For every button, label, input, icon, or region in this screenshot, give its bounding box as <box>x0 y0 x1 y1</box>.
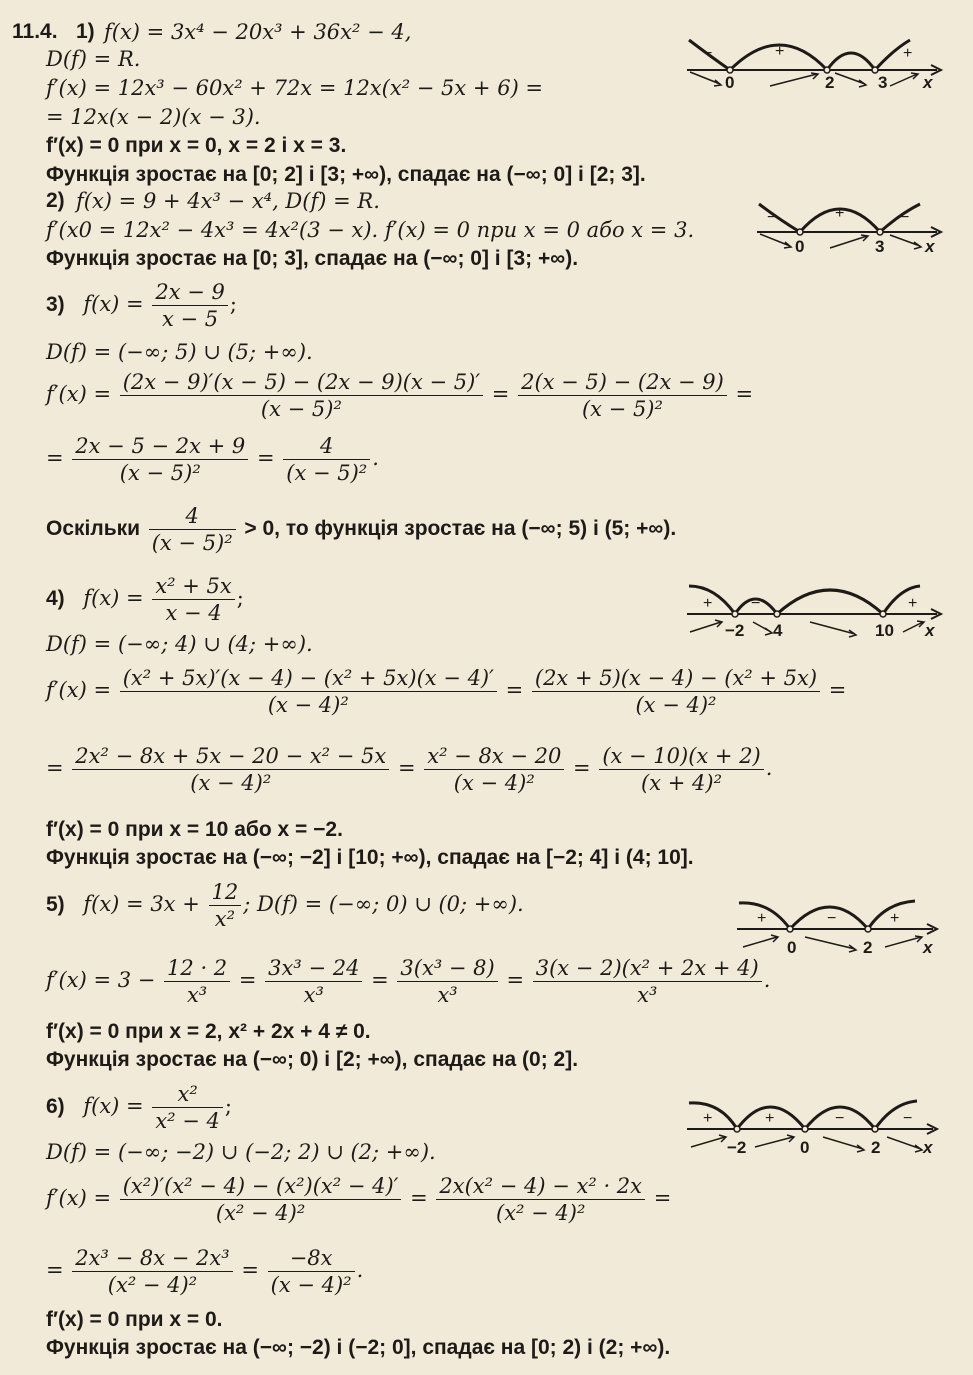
p6-sign-3: − <box>903 1110 913 1127</box>
p5-axis-label: x <box>923 938 933 957</box>
p6-domain: D(f) = (−∞; −2) ∪ (−2; 2) ∪ (2; +∞). <box>46 1140 436 1164</box>
p5-point-0: 0 <box>787 938 797 957</box>
p6-zeros: f′(x) = 0 при x = 0. <box>46 1308 223 1331</box>
p2-axis-label: x <box>925 237 935 256</box>
p6-fraction: $\frac{\text{x²}}{\text{x² − 4}}$ <box>152 1082 223 1133</box>
p1-domain: D(f) = R. <box>46 47 141 71</box>
p2-function: f(x) = 9 + 4x³ − x⁴, D(f) = R. <box>76 189 380 213</box>
p5-sign-1: − <box>827 910 837 927</box>
p6-point-0: −2 <box>727 1138 747 1157</box>
p4-domain: D(f) = (−∞; 4) ∪ (4; +∞). <box>46 632 313 656</box>
p5-conclusion: Функція зростає на (−∞; 0) і [2; +∞), спадає на (0; 2]. <box>46 1048 579 1071</box>
p6-sign-2: − <box>835 1110 845 1127</box>
p6-function-line: 6) f(x) = $\frac{\text{x²}}{\text{x² − 4}}$ ; <box>46 1082 232 1133</box>
part-6-number: 6) <box>46 1095 65 1118</box>
p1-axis-label: x <box>923 73 933 92</box>
p1-zeros: f′(x) = 0 при x = 0, x = 2 і x = 3. <box>46 134 347 157</box>
p4-sign-1: − <box>751 595 761 612</box>
p5-sign-0: + <box>757 910 767 927</box>
p3-domain: D(f) = (−∞; 5) ∪ (5; +∞). <box>46 340 313 364</box>
p2-point-1: 3 <box>875 237 885 256</box>
p4-zeros: f′(x) = 0 при x = 10 або x = −2. <box>46 818 343 841</box>
p1-derivative: f′(x) = 12x³ − 60x² + 72x = 12x(x² − 5x + 6) = <box>46 76 544 100</box>
p6-derivative-2: = $\frac{\text{2x³ − 8x − 2x³}}{\text{(x² − 4)²}}$ = $\frac{-8x}{\text{(x − 4)²}}$ . <box>46 1246 364 1297</box>
part-4-number: 4) <box>46 587 65 610</box>
p3-derivative-2: = $\frac{2x - 5 - 2x + 9}{\text{(x − 5)²}}$ = $\frac{4}{\text{(x − 5)²}}$ . <box>46 434 379 485</box>
problem-number: 11.4. <box>12 20 58 43</box>
p1-sign-1: + <box>775 43 785 60</box>
p3-function-line: 3) f(x) = $\frac{2x - 9}{x - 5}$ ; <box>46 280 237 331</box>
p2-sign-0: − <box>767 209 777 226</box>
p4-point-1: 4 <box>773 621 783 640</box>
p1-point-0: 0 <box>725 73 735 92</box>
p1-sign-2: − <box>847 45 857 62</box>
p4-sign-2: + <box>908 595 918 612</box>
p3-derivative-1: f′(x) = $\frac{(2x - 9)'(x - 5) - (2x - 9)(x - 5)'}{\text{(x − 5)²}}$ = $\frac{2(x - 5) - (2x - 9)}{\text{(x − 5)²}}$ = <box>46 370 754 421</box>
p6-point-2: 2 <box>871 1138 881 1157</box>
p4-derivative-1: f′(x) = $\frac{\text{(x² + 5x)′(x − 4) − (x² + 5x)(x − 4)′}}{\text{(x − 4)²}}$ = $\frac{\text{(2x + 5)(x − 4) − (x² + 5x)}}{\text{(x − 4)²}}$ = <box>46 666 847 717</box>
p5-fraction: $\frac{12}{\text{x²}}$ <box>209 880 242 931</box>
p5-zeros: f′(x) = 0 при x = 2, x² + 2x + 4 ≠ 0. <box>46 1020 371 1043</box>
p2-sign-1: + <box>835 205 845 222</box>
p4-axis-label: x <box>925 621 935 640</box>
p5-function-line: 5) f(x) = 3x + $\frac{12}{\text{x²}}$ ; D(f) = (−∞; 0) ∪ (0; +∞). <box>46 880 524 931</box>
p4-fraction: $\frac{\text{x² + 5x}}{x - 4}$ <box>152 574 234 625</box>
p1-point-1: 2 <box>825 73 835 92</box>
part-5-number: 5) <box>46 893 65 916</box>
p1-sign-3: + <box>903 45 913 62</box>
p1-factored: = 12x(x − 2)(x − 3). <box>46 105 261 129</box>
p6-derivative-1: f′(x) = $\frac{\text{(x²)′(x² − 4) − (x²)(x² − 4)′}}{\text{(x² − 4)²}}$ = $\frac{\text{2x(x² − 4) − x² · 2x}}{\text{(x² − 4)²}}$ = <box>46 1174 672 1225</box>
p2-point-0: 0 <box>795 237 805 256</box>
p3-conclusion: Оскільки $\frac{4}{\text{(x − 5)²}}$ > 0, то функція зростає на (−∞; 5) і (5; +∞). <box>46 504 677 555</box>
p2-sign-2: − <box>900 209 910 226</box>
part-2-number: 2) <box>46 189 65 212</box>
p4-conclusion: Функція зростає на (−∞; −2] і [10; +∞), спадає на [−2; 4] і (4; 10]. <box>46 846 694 869</box>
p4-function-line: 4) f(x) = $\frac{\text{x² + 5x}}{x - 4}$ ; <box>46 574 244 625</box>
p1-conclusion: Функція зростає на [0; 2] і [3; +∞), спадає на (−∞; 0] і [2; 3]. <box>46 163 646 186</box>
p1-function: f(x) = 3x⁴ − 20x³ + 36x² − 4, <box>104 20 412 44</box>
p6-sign-1: + <box>765 1110 775 1127</box>
p3-fraction: $\frac{2x - 9}{x - 5}$ <box>152 280 228 331</box>
p6-axis-label: x <box>923 1138 933 1157</box>
p5-point-1: 2 <box>863 938 873 957</box>
p4-point-0: −2 <box>725 621 745 640</box>
p1-point-2: 3 <box>878 73 888 92</box>
p1-sign-diagram <box>685 28 955 98</box>
p4-point-2: 10 <box>875 621 894 640</box>
part-1-number: 1) <box>76 20 95 43</box>
p6-point-1: 0 <box>800 1138 810 1157</box>
p2-conclusion: Функція зростає на [0; 3], спадає на (−∞; 0] і [3; +∞). <box>46 247 579 270</box>
p6-sign-0: + <box>703 1110 713 1127</box>
p3-f-label: f(x) = <box>83 292 144 316</box>
p5-sign-2: + <box>890 910 900 927</box>
p4-sign-diagram <box>685 580 955 650</box>
p6-conclusion: Функція зростає на (−∞; −2) і (−2; 0], спадає на [0; 2) і (2; +∞). <box>46 1336 671 1359</box>
p6-sign-diagram <box>685 1095 955 1165</box>
p4-derivative-2: = $\frac{\text{2x² − 8x + 5x − 20 − x² − 5x}}{\text{(x − 4)²}}$ = $\frac{\text{x² − 8x − 20}}{\text{(x − 4)²}}$ = $\frac{(x - 10)(x + 2)}{\text{(x + 4)²}}$ . <box>46 744 773 795</box>
part-3-number: 3) <box>46 293 65 316</box>
p4-sign-0: + <box>703 595 713 612</box>
p5-sign-diagram <box>735 895 955 965</box>
p2-sign-diagram <box>755 190 955 260</box>
p5-derivative: f′(x) = 3 − $\frac{12 \cdot 2}{\text{x³}}$ = $\frac{\text{3x³ − 24}}{\text{x³}}$ = $\frac{\text{3(x³ − 8)}}{\text{x³}}$ = $\frac{\text{3(x − 2)(x² + 2x + 4)}}{\text{x³}}$ . <box>46 956 771 1007</box>
p2-derivative: f′(x0 = 12x² − 4x³ = 4x²(3 − x). f′(x) = 0 при x = 0 або x = 3. <box>46 218 695 242</box>
p1-sign-0: − <box>703 45 713 62</box>
